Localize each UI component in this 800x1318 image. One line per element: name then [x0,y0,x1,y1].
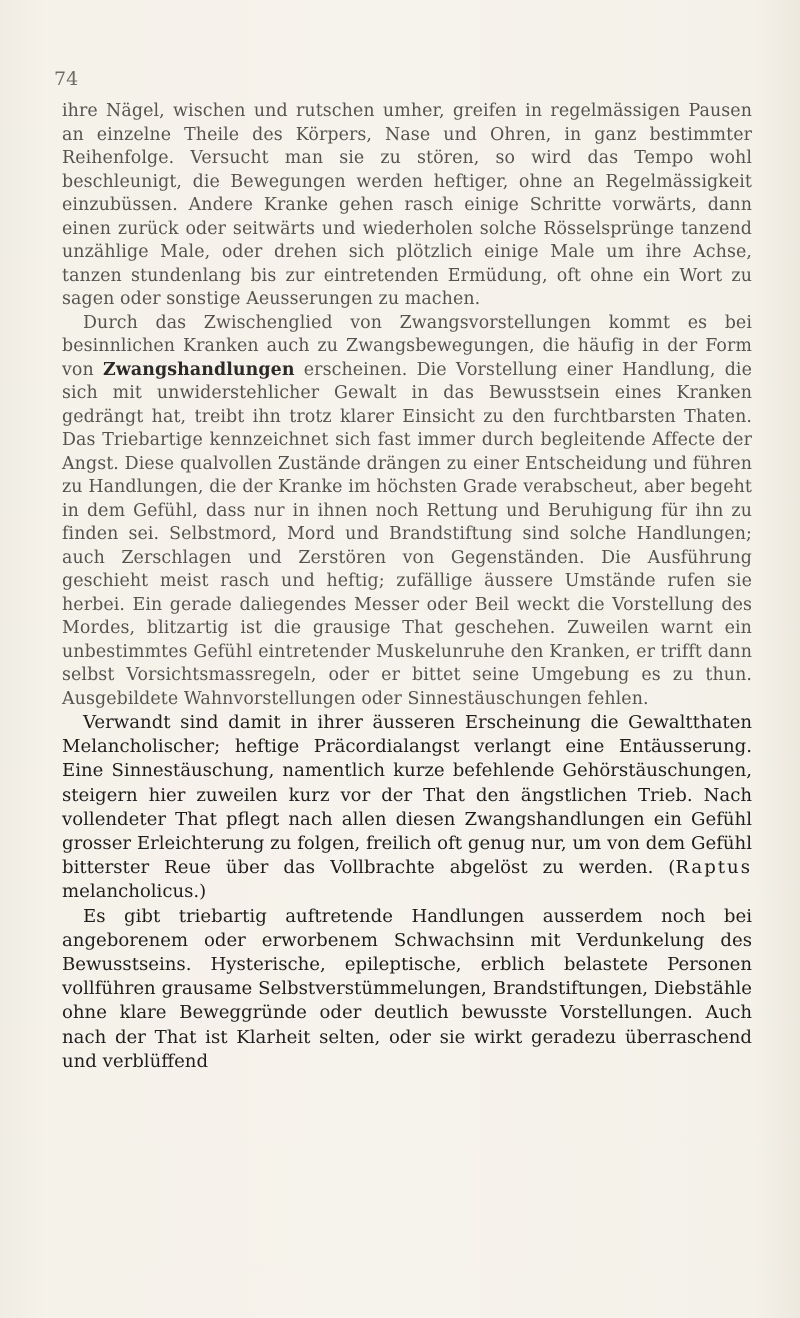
term-raptus: Raptus [675,857,752,879]
body-text [62,100,752,1074]
paragraph-3-text-start: Verwandt sind damit in ihrer äusseren Erscheinung die Gewaltthaten Melancholischer; heftige Präcordialangst verlangt eine Entäusserung. Eine Sinnestäuschung, namentlich kurze befehlende Gehörstäuschungen, steigern hier zuweilen kurz vor der That den ängstlichen Trieb. Nach vollendeter That pflegt nach allen diesen Zwangshandlungen ein Gefühl grosser Erleichterung zu folgen, freilich oft genug nur, um von dem Gefühl bitterster Reue über das Vollbrachte abgelöst zu werden. ( [62,712,752,879]
paragraph-1-text: ihre Nägel, wischen und rutschen umher, greifen in regelmässigen Pausen an einzelne Theile des Körpers, Nase und Ohren, in ganz bestimmter Reihenfolge. Versucht man sie zu stören, so wird das Tempo wohl beschleunigt, die Bewegungen werden heftiger, ohne an Regelmässigkeit einzubüssen. Andere Kranke gehen rasch einige Schritte vorwärts, dann einen zurück oder seitwärts und wiederholen solche Rösselsprünge tanzend unzählige Male, oder drehen sich plötzlich einige Male um ihre Achse, tanzen stundenlang bis zur eintretenden Ermüdung, oft ohne ein Wort zu sagen oder sonstige Aeusserungen zu machen. [62,101,752,309]
paragraph-3 [62,711,752,905]
paragraph-1 [62,100,752,312]
paragraph-3-text-end: melancholicus.) [62,881,207,903]
page-number: 74 [54,68,79,90]
paragraph-2-text-end: erscheinen. Die Vorstellung einer Handlung, die sich mit unwiderstehlicher Gewalt in das Bewusstsein eines Kranken gedrängt hat, treibt ihn trotz klarer Einsicht zu den furchtbarsten Thaten. Das Triebartige kennzeichnet sich fast immer durch begleitende Affecte der Angst. Diese qualvollen Zustände drängen zu einer Entscheidung und führen zu Handlungen, die der Kranke im höchsten Grade verabscheut, aber begeht in dem Gefühl, dass nur in ihnen noch Rettung und Beruhigung für ihn zu finden sei. Selbstmord, Mord und Brandstiftung sind solche Handlungen; auch Zerschlagen und Zerstören von Gegenständen. Die Ausführung geschieht meist rasch und heftig; zufällige äussere Umstände rufen sie herbei. Ein gerade daliegendes Messer oder Beil weckt die Vorstellung des Mordes, blitzartig ist die grausige That geschehen. Zuweilen warnt ein unbestimmtes Gefühl eintretender Muskelunruhe den Kranken, er trifft dann selbst Vorsichtsmassregeln, oder er bittet seine Umgebung es zu thun. Ausgebildete Wahnvorstellungen oder Sinnestäuschungen fehlen. [62,359,752,709]
paragraph-4 [62,905,752,1074]
paragraph-2-text-start: Durch das Zwischenglied von Zwangsvorstellungen kommt es bei besinnlichen Kranken auch zu Zwangsbewegungen, die häufig in der Form von [62,312,752,380]
paragraph-4-text: Es gibt triebartig auftretende Handlungen ausserdem noch bei angeborenem oder erworbenem Schwachsinn mit Verdunkelung des Bewusstseins. Hysterische, epileptische, erblich belastete Personen vollführen grausame Selbstverstümmelungen, Brandstiftungen, Diebstähle ohne klare Beweggründe oder deutlich bewusste Vorstellungen. Auch nach der That ist Klarheit selten, oder sie wirkt geradezu überraschend und verblüffend [62,905,752,1072]
paragraph-2 [62,312,752,712]
term-zwangshandlungen: Zwangshandlungen [102,359,295,380]
